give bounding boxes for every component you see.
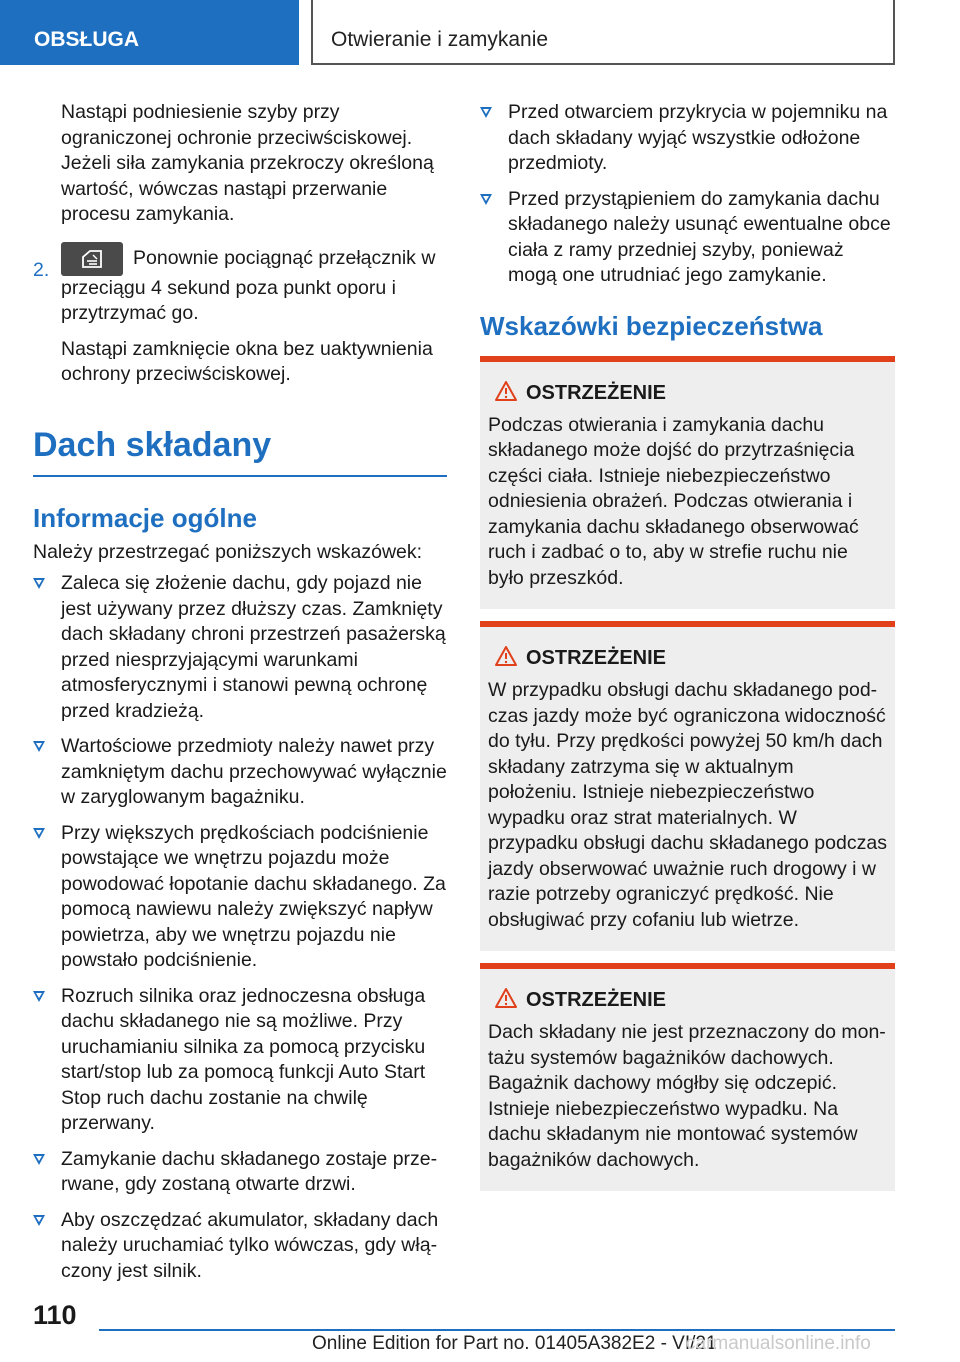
list-item-text: Aby oszczędzać akumulator, składany dach należy uruchamiać tylko wówczas, gdy włączony jest silnik. — [61, 1208, 439, 1282]
list-item — [480, 100, 895, 177]
list-item-text: Wartościowe przedmioty należy nawet przy zamkniętym dachu przechowywać wyłącznie w zaryglowanym bagażniku. — [61, 735, 447, 808]
warning-text: Dach składany nie jest przeznaczony do montażu systemów bagażników dachowych. Bagażnik dachowy mógłby się odczepić. Istnieje niebezpieczeństwo wypadku. Na dachu składanym nie montować systemów bagażników dachowych. — [488, 1021, 886, 1171]
warning-triangle-icon — [494, 380, 518, 402]
left-bullet-list — [33, 571, 447, 1284]
section-tab: OBSŁUGA — [0, 0, 299, 65]
warning-text: W przypadku obsługi dachu składanego podczas jazdy może być ograniczona widoczność do tyłu. Przy prędkości powyżej 50 km/h dach składany zatrzyma się w aktualnym położeniu. Istnieje niebezpieczeństwo wypadku oraz strat materialnych. W przypadku obsługi dachu składanego podczas jazdy obserwować uważnie ruch drogowy i w razie potrzeby ograniczyć prędkość. Nie obsługiwać przy cofaniu lub wietrze. — [488, 679, 887, 931]
heading-dach-skladany: Dach składany — [33, 426, 447, 477]
triangle-bullet-icon — [33, 578, 45, 589]
triangle-bullet-icon — [33, 1215, 45, 1226]
watermark: carmanualsonline.info — [686, 1333, 871, 1354]
step-2-text-line — [61, 242, 447, 327]
warning-title-text: OSTRZEŻENIE — [526, 381, 667, 404]
step-number: 2. — [33, 258, 50, 281]
warning-title-text: OSTRZEŻENIE — [526, 989, 667, 1011]
triangle-bullet-icon — [480, 107, 492, 118]
triangle-bullet-icon — [33, 991, 45, 1002]
edition-text: Online Edition for Part no. 01405A382E2 - VI/21 — [312, 1333, 717, 1354]
triangle-bullet-icon — [33, 828, 45, 839]
heading-wskazowki-bezpieczenstwa: Wskazówki bezpieczeństwa — [480, 310, 823, 341]
list-item — [33, 1147, 447, 1198]
list-item — [33, 1208, 447, 1285]
warning-triangle-icon — [494, 987, 518, 1009]
heading-informacje-ogolne: Informacje ogólne — [33, 502, 257, 533]
warning-triangle-icon — [494, 645, 518, 667]
right-bullet-list — [480, 100, 895, 289]
page-number: 110 — [33, 1300, 77, 1330]
warning-box-3 — [480, 963, 895, 1191]
list-item — [33, 571, 447, 724]
step-2 — [33, 242, 447, 388]
warning-box-2 — [480, 621, 895, 951]
list-item — [33, 734, 447, 811]
list-item-text: Przed otwarciem przykrycia w pojemniku na dach składany wyjąć wszystkie odłożone przedmioty. — [508, 101, 888, 174]
footer-divider — [99, 1329, 895, 1331]
warning-title — [488, 382, 887, 405]
intro-paragraph: Nastąpi podniesienie szyby przy ograniczonej ochronie przeciwściskowej. Jeżeli siła zamykania przekroczy określoną wartość, wówczas nastąpi przerwanie procesu zamykania. — [61, 101, 434, 225]
list-item — [33, 821, 447, 974]
triangle-bullet-icon — [480, 194, 492, 205]
window-switch-icon — [61, 242, 123, 276]
step-2-text: Ponownie pociągnąć przełącznik w przeciągu 4 sekund poza punkt oporu i przytrzymać go. — [61, 246, 436, 324]
chapter-title: Otwieranie i zamykanie — [311, 0, 895, 65]
list-item-text: Rozruch silnika oraz jednoczesna obsługa dachu składanego nie są możliwe. Przy uruchamianiu silnika za pomocą przycisku start/stop lub za pomocą funkcji Auto Start Stop ruch dachu zostanie na chwilę przerwany. — [61, 984, 426, 1134]
triangle-bullet-icon — [33, 1154, 45, 1165]
warning-title-text: OSTRZEŻENIE — [526, 647, 667, 669]
step-2-result: Nastąpi zamknięcie okna bez uaktywnienia ochrony przeciwściskowej. — [61, 337, 433, 385]
lead-text: Należy przestrzegać poniższych wskazówek: — [33, 540, 423, 563]
warning-title — [488, 989, 887, 1012]
warning-title — [488, 647, 887, 670]
list-item-text: Przed przystąpieniem do zamykania dachu składanego należy usunąć ewentualne obce ciała z ramy przedniej szyby, ponieważ mogą one utrudniać jego zamykanie. — [508, 187, 891, 286]
list-item-text: Zamykanie dachu składanego zostaje przerwane, gdy zostaną otwarte drzwi. — [61, 1147, 438, 1195]
right-column — [480, 100, 895, 1191]
warning-box-1 — [480, 356, 895, 610]
left-column — [33, 100, 447, 1294]
list-item-text: Przy większych prędkościach podciśnienie powstające we wnętrzu pojazdu może powodować łopotanie dachu składanego. Za pomocą nawiewu należy zwiększyć napływ powietrza, aby we wnętrzu pojazdu nie powstało podciśnienie. — [61, 821, 446, 971]
warning-text: Podczas otwierania i zamykania dachu składanego może dojść do przytrzaśnięcia części ciała. Istnieje niebezpieczeństwo odniesienia obrażeń. Podczas otwierania i zamykania dachu składanego obserwować ruch i zadbać o to, aby w strefie ruchu nie było przeszkód. — [488, 413, 859, 589]
triangle-bullet-icon — [33, 741, 45, 752]
list-item — [33, 984, 447, 1137]
list-item — [480, 187, 895, 289]
list-item-text: Zaleca się złożenie dachu, gdy pojazd nie jest używany przez dłuższy czas. Zamknięty dach składany chroni przestrzeń pasażerską przed niesprzyjającymi warunkami atmosferycznymi i stanowi pewną ochronę przed kradzieżą. — [61, 572, 446, 722]
